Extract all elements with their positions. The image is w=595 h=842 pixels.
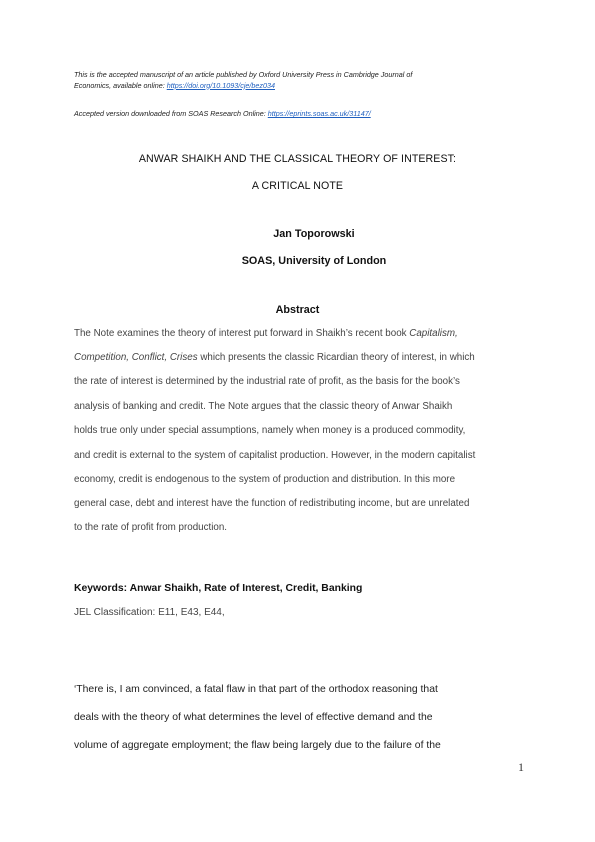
quote-line: ‘There is, I am convinced, a fatal flaw in that part of the orthodox reasoning that [74,684,438,695]
quote-line: deals with the theory of what determines the level of effective demand and the [74,712,433,723]
jel-classification: JEL Classification: E11, E43, E44, [74,607,225,618]
publication-notice [74,70,524,91]
paper-title-line-2: A CRITICAL NOTE [251,180,344,192]
abstract-line-2-text: which presents the classic Ricardian theory of interest, in which [197,352,475,363]
quote-line: volume of aggregate employment; the flaw being largely due to the failure of the [74,740,441,751]
abstract-line: economy, credit is endogenous to the system of production and distribution. In this more [74,474,456,485]
abstract-line: the rate of interest is determined by the industrial rate of profit, as the basis for the book’s [74,376,460,387]
abstract-heading: Abstract [275,304,320,316]
notice-line-1: This is the accepted manuscript of an article published by Oxford University Press in Cambridge Journal of [74,70,413,79]
author-affiliation: SOAS, University of London [241,255,387,267]
book-title-italic: Capitalism, [409,328,458,339]
abstract-line-1-text: The Note examines the theory of interest put forward in Shaikh’s recent book [74,328,410,339]
page-number: 1 [518,760,524,774]
author-name: Jan Toporowski [273,228,355,240]
download-notice-prefix: Accepted version downloaded from SOAS Research Online: [74,109,268,118]
abstract-line: and credit is external to the system of capitalist production. However, in the modern capitalist [74,450,476,461]
keywords: Keywords: Anwar Shaikh, Rate of Interest, Credit, Banking [74,583,363,594]
abstract-line: analysis of banking and credit. The Note argues that the classic theory of Anwar Shaikh [74,401,453,412]
doi-link[interactable]: https://doi.org/10.1093/cje/bez034 [166,80,275,90]
abstract-line: to the rate of profit from production. [74,522,228,533]
notice-line-2-prefix: Economics, available online: [74,80,167,90]
paper-title-line-1: ANWAR SHAIKH AND THE CLASSICAL THEORY OF INTEREST: [138,153,457,165]
eprints-link[interactable]: https://eprints.soas.ac.uk/31147/ [267,109,371,118]
notice-line-2 [74,81,524,92]
abstract-line [74,327,534,340]
abstract-line [74,351,534,364]
download-notice [74,109,524,120]
abstract-line: general case, debt and interest have the function of redistributing income, but are unrelated [74,498,470,509]
abstract-line: holds true only under special assumptions, namely when money is a produced commodity, [74,425,466,436]
book-title-italic: Competition, Conflict, Crises [74,352,198,363]
